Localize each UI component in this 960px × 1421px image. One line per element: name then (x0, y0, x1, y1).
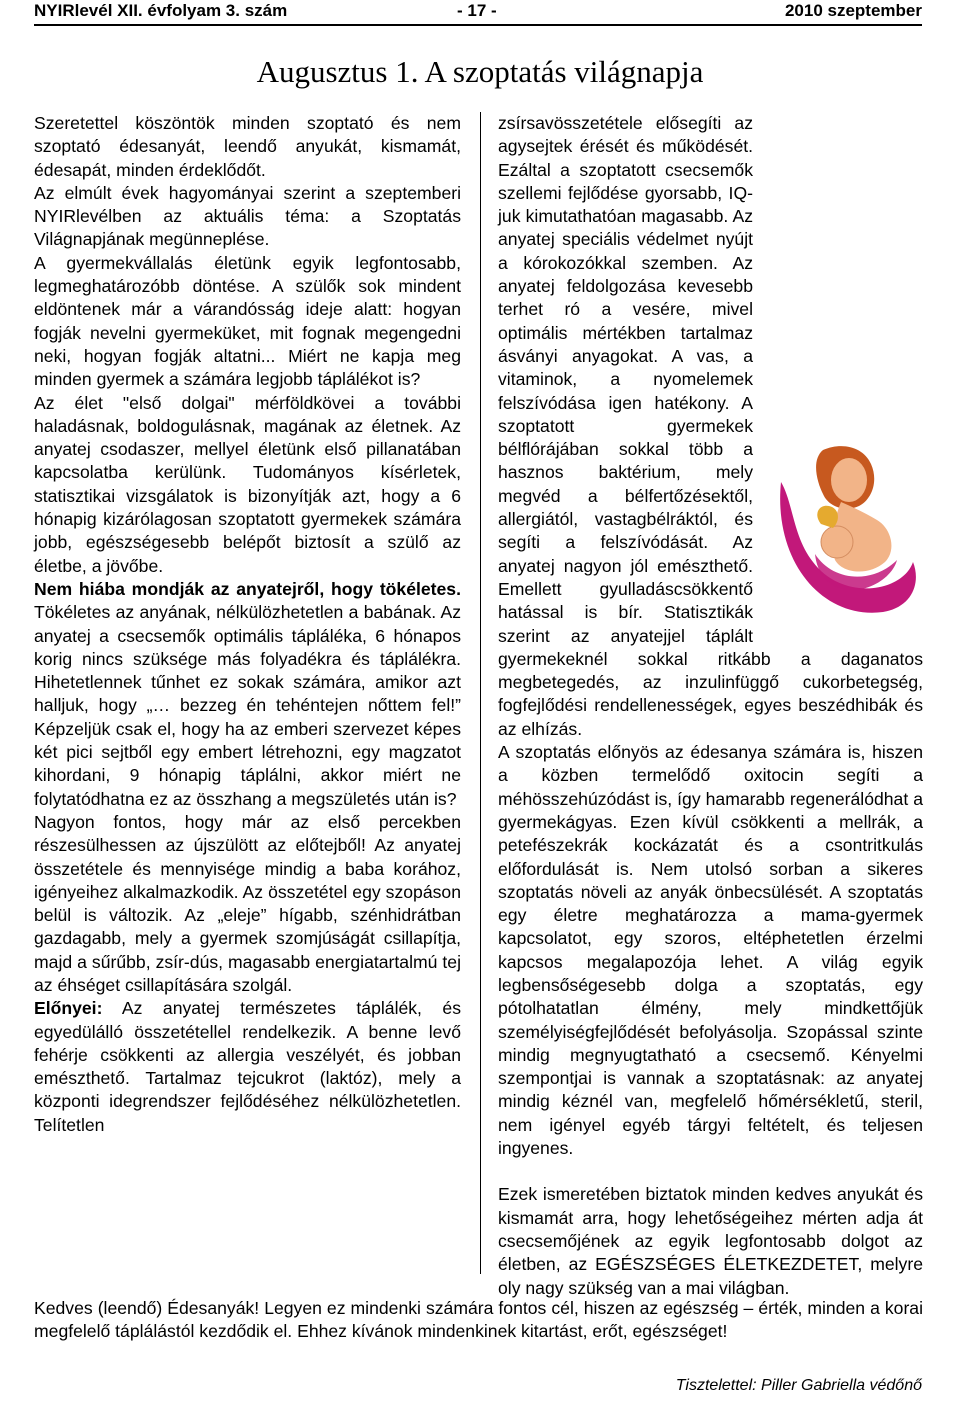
left-column (34, 112, 461, 1137)
paragraph-text: zsírsavösszetétele elősegíti az agysejtek érését és működését. Ezáltal a szoptatott csecsemők szellemi fejlődése gyorsabb, IQ-juk kimutathatóan magasabb. Az anyatej speciális védelmet nyújt a kórokozókkal szemben. Az anyatej feldolgozása kevesebb terhet ró a vesére, mivel optimális mértékben tartalmaz ásványi anyagokat. A vas, a vitaminok, a nyomelemek felszívódása igen hatékony. A szoptatott gyermekek bélflórájában sokkal több a hasznos baktérium, mely megvéd a bélfertőzésektől, allergiától, vastagbélráktól, és segíti a felszívódását. Az anyatej nagyon jól emészthető. Emellett gyulladáscsökkentő hatással is bír. Statisztikák szerint az anyatejjel táplált gyermekeknél sokkal ritkább a daganatos megbetegedés, az inzulinfüggő cukorbetegség, fogfejlődési rendellenességek, egyes beszédhibák és az elhízás. (498, 113, 923, 739)
right-column (498, 112, 923, 1300)
paragraph-text: A szoptatás előnyös az édesanya számára is, hiszen a közben termelődő oxitocin segíti a méhösszehúzódást is, így hamarabb regenerálódhat a gyermekágyas. Ezen kívül csökkenti a mellrák, a petefészekrák kockázatát és a csontritkulás előfordulását is. Nem utolsó sorban a sikeres szoptatás növeli az anyák önbecsülését. A szoptatás egy életre meghatározza a mama-gyermek kapcsolatot, egy szoros, eltéphetetlen érzelmi kapcsos megalapozója lehet. A világ egyik legbensőségesebb dolga a szoptatás, egy pótolhatatlan élmény, mely mindkettőjük személyiségfejlődését befolyásolja. Szopással szinte mindig megnyugtatható a csecsemő. Kényelmi szempontjai is vannak a szoptatásnak: az anyatej mindig kéznél van, megfelelő hőmérsékletű, steril, nem igényel egyéb tárgyi feltételt, és teljesen ingyenes. (498, 742, 923, 1159)
column-divider (480, 112, 481, 1274)
bold-lead: Nem hiába mondják az anyatejről, hogy tökéletes. (34, 578, 461, 599)
page-header (34, 0, 922, 22)
paragraph (34, 182, 461, 252)
paragraph-text: Az anyatej természetes táplálék, és egyedülálló összetétellel rendelkezik. A benne levő fehérje csökkenti az allergia veszélyét, és jobban emészthető. Tartalmaz tejcukrot (laktóz), mely a központi idegrendszer fejlődéséhez nélkülözhetetlen. Telítetlen (34, 998, 461, 1135)
paragraph (34, 997, 461, 1137)
paragraph-text: Tökéletes az anyának, nélkülözhetetlen a babának. Az anyatej a csecsemők optimális tápláléka, 6 hónapos korig nincs szüksége más folyadékra és táplálékra. Hihetetlennek tűnhet ez sokak számára, amikor azt halljuk, hogy „… bezzeg én tehéntejen nőttem fel!” Képzeljük csak el, hogy ha az emberi szervezet képes két pici sejtből egy embert létrehozni, egy magzatot kihordani, 9 hónapig táplálni, akkor miért ne folytatódhatna ez az összhang a megszületés után is? (34, 602, 461, 809)
article-title-wrap (0, 54, 960, 90)
bold-lead: Előnyei: (34, 998, 103, 1019)
paragraph (498, 741, 923, 1160)
paragraph (498, 1183, 923, 1299)
page-number: - 17 - (457, 1, 497, 20)
header-rule (34, 24, 922, 26)
issue-date: 2010 szeptember (784, 1, 922, 20)
paragraph (34, 112, 461, 182)
article-title: Augusztus 1. A szoptatás világnapja (256, 54, 704, 89)
paragraph-text: A gyermekvállalás életünk egyik legfontosabb, legmeghatározóbb döntése. A szülők sok mindent eldöntenek már a várandósság ideje alatt: hogyan fogják nevelni gyermeküket, mit fognak megengedni neki, hogyan fogják altatni... Miért ne kapja meg minden gyermek a számára legjobb táplálékot is? (34, 252, 461, 390)
paragraph-text: Nagyon fontos, hogy már az első percekben részesülhessen az újszülött az előtejből! Az anyatej összetétele és mennyisége mindig a baba korához, igényeihez alkalmazkodik. Az összetétel egy szopáson belül is változik. Az „eleje” hígabb, szénhidrátban gazdagabb, mely a gyermek szomjúságát csillapítja, majd a sűrűbb, zsír-dús, magasabb energiatartalmú tej az éhséget csillapítására szolgál. (34, 811, 461, 995)
signature: Tisztelettel: Piller Gabriella védőnő (675, 1377, 922, 1394)
paragraph-text: Szeretettel köszöntök minden szoptató és nem szoptató édesanyát, leendő anyukát, kismamát, édesapát, minden érdeklődőt. (34, 113, 461, 180)
paragraph-text: Az elmúlt évek hagyományai szerint a szeptemberi NYIRlevélben az aktuális téma: a Szoptatás Világnapjának megünneplése. (34, 182, 461, 250)
paragraph-text: Ezek ismeretében biztatok minden kedves anyukát és kismamát arra, hogy lehetőségeihez mérten adja át csecsemőjének az egyik legfontosabb dolgot az életben, az EGÉSZSÉGES ÉLETKEZDETET, melyre oly nagy szükség van a mai világban. (498, 1184, 923, 1298)
paragraph (498, 112, 923, 741)
breastfeeding-mother-icon (763, 442, 923, 624)
closing-paragraph: Kedves (leendő) Édesanyák! Legyen ez mindenki számára fontos cél, hiszen az egészség – érték, minden a korai megfelelő táplálástól kezdődik el. Ehhez kívánok mindenkinek kitartást, erőt, egészséget! (34, 1298, 923, 1342)
paragraph (34, 811, 461, 997)
paragraph (34, 252, 461, 392)
publication-info: NYIRlevél XII. évfolyam 3. szám (34, 1, 288, 20)
paragraph-text: Az élet "első dolgai" mérföldkövei a további haladásnak, boldogulásnak, magának az életnek. Az anyatej csodaszer, mellyel életünk első pillanatában kapcsolatba kerülünk. Tudományos kísérletek, statisztikai vizsgálatok is bizonyítják azt, hogy a 6 hónapig kizárólagosan szoptatott gyermekek számára jobb, egészségesebb belépőt biztosít a szülő az életbe, a jövőbe. (34, 392, 461, 576)
paragraph (34, 392, 461, 578)
paragraph (34, 578, 461, 811)
